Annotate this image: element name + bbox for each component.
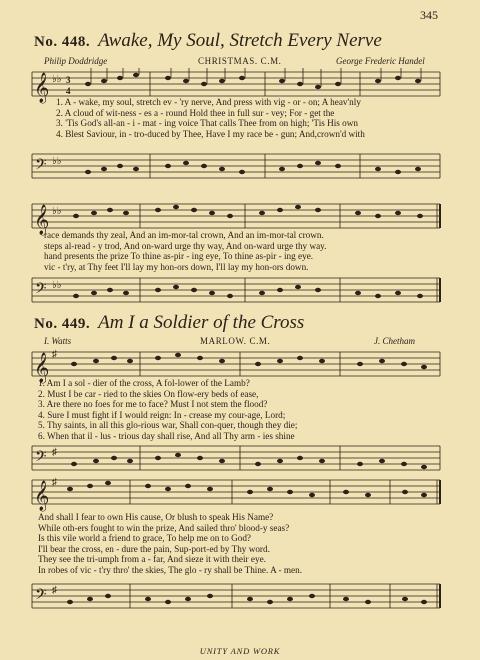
- hymn-name: Awake, My Soul, Stretch Every Nerve: [98, 30, 382, 51]
- hymn-449-composer: J. Chetham: [374, 336, 415, 346]
- hymn-448-verses-part-1: [56, 97, 365, 139]
- verse-line: I'll bear the cross, en - dure the pain, Sup-port-ed by Thy word.: [38, 543, 270, 554]
- verse-line: hand presents the prize To thine as-pir - ing eye, To thine as-pir - ing eye.: [44, 251, 314, 262]
- hymn-448-author: Philip Doddridge: [44, 56, 108, 66]
- hymn-number: No. 448.: [34, 34, 91, 50]
- verse-line: 2. Must I be car - ried to the skies On flow-ery beds of ease,: [38, 388, 259, 399]
- page-number: 345: [420, 8, 438, 22]
- svg-text:𝄢: 𝄢: [35, 586, 47, 606]
- music-staff-448-1-bass: [0, 146, 480, 186]
- svg-text:♯: ♯: [52, 447, 57, 458]
- hymn-449-verses-part-2: [38, 512, 302, 576]
- svg-text:𝄞: 𝄞: [34, 205, 50, 234]
- hymn-449-title: [34, 312, 304, 334]
- verse-line: Is this vile world a friend to grace, To help me on to God?: [38, 533, 251, 544]
- hymn-448-verses-part-2: [44, 230, 326, 272]
- verse-line: 4. Blest Saviour, in - tro-duced by Thee, Have I my race be - gun; And,crown'd with: [56, 128, 365, 139]
- hymn-449-author: I. Watts: [44, 336, 72, 346]
- svg-text:♭♭: ♭♭: [52, 206, 62, 217]
- music-staff-449-1-bass: [0, 442, 480, 478]
- verse-line: 2. A cloud of wit-ness - es a - round Hold thee in full sur - vey; For - get the: [56, 107, 335, 118]
- verse-line: They see the tri-umph from a - far, And sieze it with their eye.: [38, 554, 266, 565]
- hymn-449-tune: MARLOW. C.M.: [200, 336, 271, 346]
- svg-text:𝄞: 𝄞: [34, 73, 50, 102]
- svg-text:♭♭: ♭♭: [52, 280, 62, 291]
- svg-text:♭♭: ♭♭: [52, 156, 62, 167]
- svg-text:𝄞: 𝄞: [34, 353, 50, 382]
- verse-line: 6. When that il - lus - trious day shall rise, And all Thy arm - ies shine: [38, 430, 295, 441]
- svg-text:3: 3: [66, 75, 71, 85]
- verse-line: 1. A - wake, my soul, stretch ev - 'ry nerve, And press with vig - or - on; A heav'nly: [56, 97, 361, 107]
- hymn-449-verses-part-1: [38, 378, 297, 442]
- svg-text:♯: ♯: [52, 585, 57, 596]
- verse-line: 3. Are there no foes for me to face? Must I not stem the flood?: [38, 399, 268, 410]
- music-staff-449-2-treble: [0, 476, 480, 512]
- svg-text:𝄢: 𝄢: [35, 280, 47, 300]
- verse-line: 3. 'Tis God's all-an - i - mat - ing voice That calls Thee from on high; 'Tis His own: [56, 118, 359, 129]
- verse-line: In robes of vic - t'ry thro' the skies, The glo - ry shall be Thine. A - men.: [38, 564, 302, 575]
- svg-text:4: 4: [66, 86, 71, 96]
- hymn-448-composer: George Frederic Handel: [336, 56, 425, 66]
- hymn-448-title: [34, 30, 382, 52]
- hymn-name: Am I a Soldier of the Cross: [98, 312, 305, 333]
- svg-text:𝄢: 𝄢: [35, 448, 47, 468]
- svg-text:♭♭: ♭♭: [52, 74, 62, 85]
- hymn-number: No. 449.: [34, 316, 91, 332]
- page-footer-section-title: UNITY AND WORK: [199, 646, 281, 656]
- verse-line: 5. Thy saints, in all this glo-rious war, Shall con-quer, though they die;: [38, 420, 298, 431]
- verse-line: race demands thy zeal, And an im-mor-tal crown, And an im-mor-tal crown.: [44, 230, 324, 240]
- svg-text:♯: ♯: [52, 477, 57, 488]
- verse-line: 1. Am I a sol - dier of the cross, A fol-lower of the Lamb?: [38, 378, 250, 388]
- verse-line: steps al-read - y trod, And on-ward urge thy way, And on-ward urge thy way.: [44, 240, 327, 251]
- music-staff-448-2-bass: [0, 272, 480, 312]
- verse-line: 4. Sure I must fight if I would reign: In - crease my cour-age, Lord;: [38, 409, 286, 420]
- svg-text:𝄢: 𝄢: [35, 156, 47, 176]
- svg-text:𝄞: 𝄞: [34, 481, 50, 510]
- music-staff-449-2-bass: [0, 578, 480, 618]
- verse-line: And shall I fear to own His cause, Or blush to speak His Name?: [38, 512, 274, 522]
- verse-line: While oth-ers fought to win the prize, And sailed thro' blood-y seas?: [38, 522, 290, 533]
- svg-text:♯: ♯: [52, 349, 57, 360]
- hymn-448-tune: CHRISTMAS. C.M.: [198, 56, 282, 66]
- verse-line: vic - t'ry, at Thy feet I'll lay my hon-ors down, I'll lay my hon-ors down.: [44, 261, 309, 272]
